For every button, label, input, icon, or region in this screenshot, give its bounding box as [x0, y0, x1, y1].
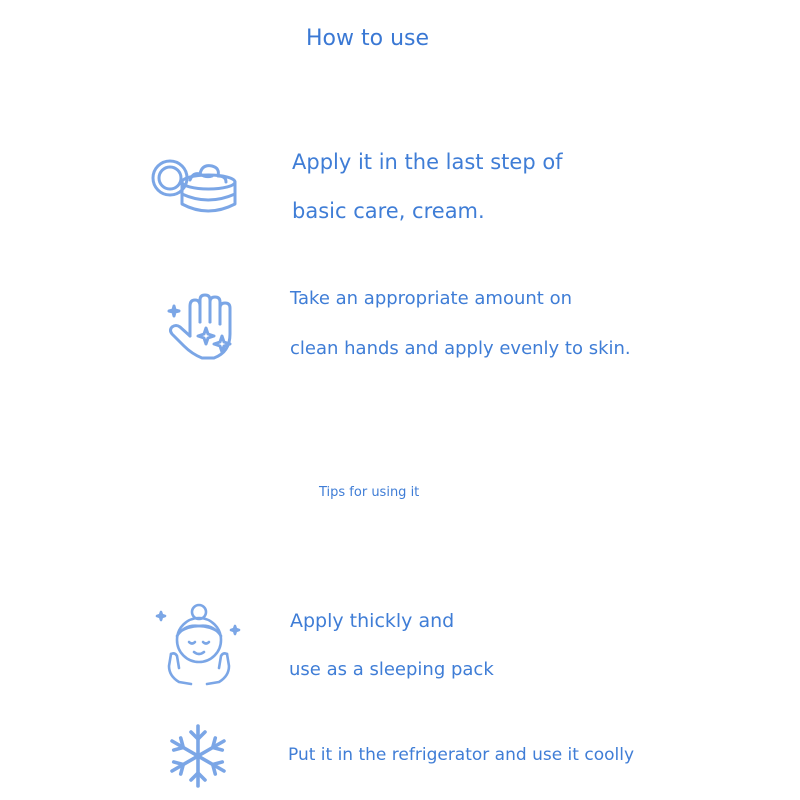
snowflake-icon	[164, 722, 232, 790]
tip-1-line-1: Apply thickly and	[290, 610, 455, 632]
page-title: How to use	[306, 26, 430, 51]
sparkle-hand-icon	[162, 292, 242, 364]
tip-1-line-2: use as a sleeping pack	[289, 659, 494, 680]
tip-2-line-1: Put it in the refrigerator and use it coolly	[288, 745, 635, 765]
cream-jar-icon	[150, 152, 240, 222]
step-2-line-2: clean hands and apply evenly to skin.	[290, 338, 631, 359]
step-1-line-1: Apply it in the last step of	[292, 150, 563, 174]
tips-title: Tips for using it	[319, 485, 420, 500]
step-1-line-2: basic care, cream.	[292, 199, 485, 223]
face-care-icon	[155, 602, 245, 688]
step-2-line-1: Take an appropriate amount on	[290, 288, 572, 309]
